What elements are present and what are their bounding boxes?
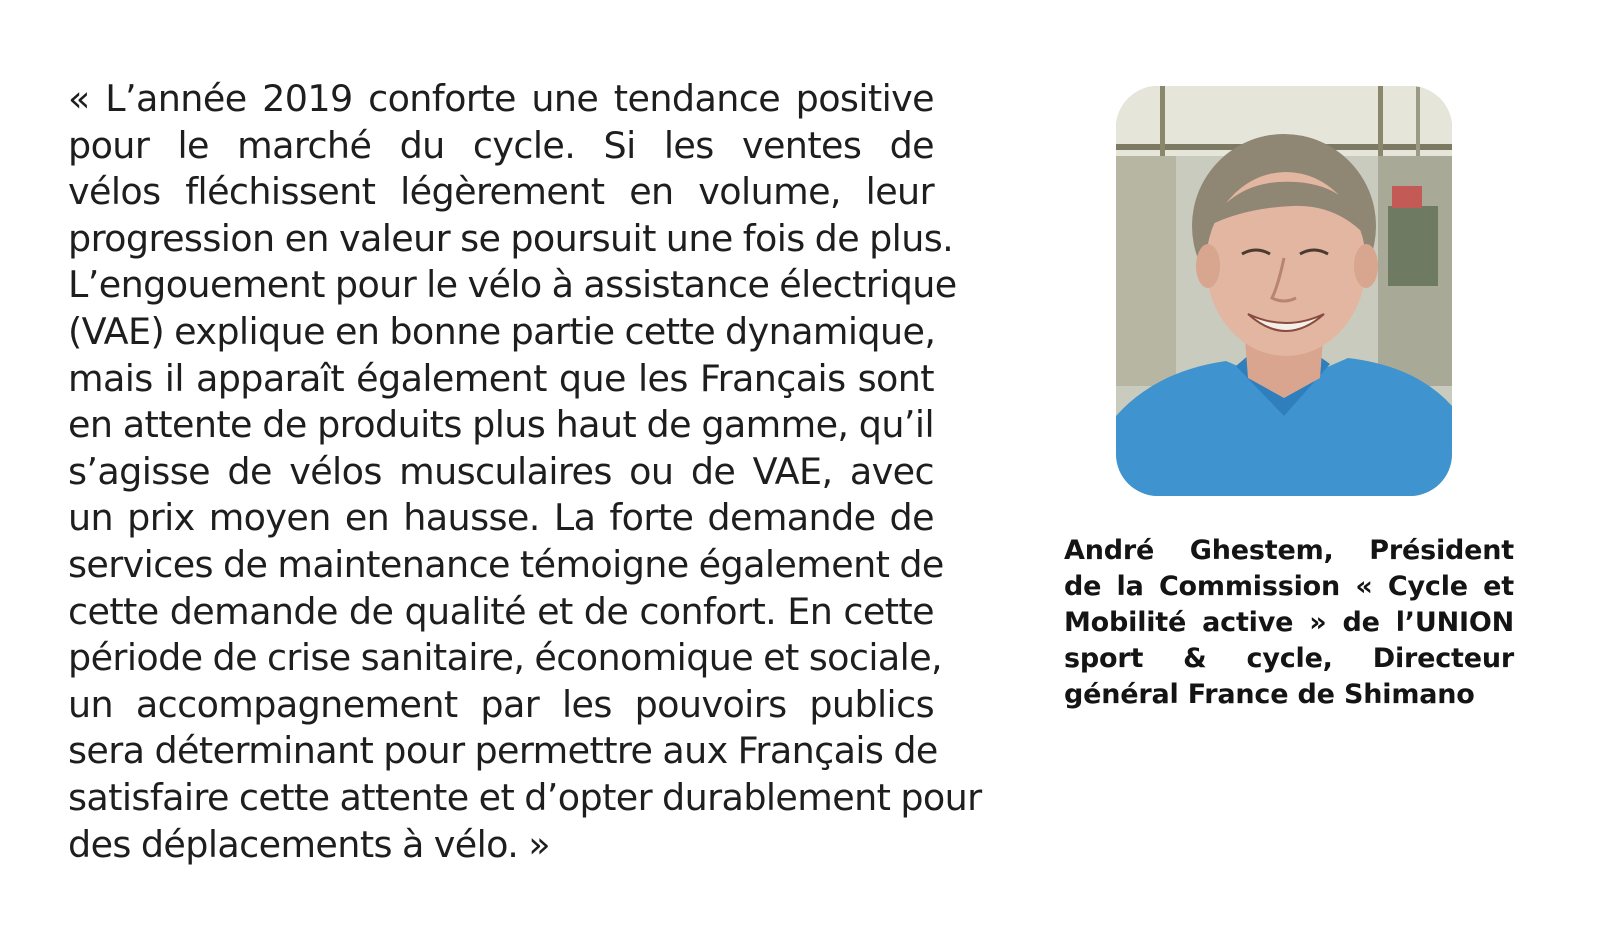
caption-line: général France de Shimano	[1064, 679, 1475, 710]
quote-line: satisfaire cette attente et d’opter durablement pour	[68, 775, 982, 819]
quote-line: vélos fléchissent légèrement en volume, leur	[68, 170, 934, 214]
quote-line: (VAE) explique en bonne partie cette dynamique,	[68, 309, 936, 353]
portrait-caption	[1064, 533, 1514, 713]
quote-line: services de maintenance témoigne également de	[68, 542, 944, 586]
quote-line: cette demande de qualité et de confort. En cette	[68, 589, 934, 633]
quote-line: progression en valeur se poursuit une fois de plus.	[68, 216, 954, 260]
caption-line: de la Commission « Cycle et	[1064, 571, 1514, 602]
quote-line: s’agisse de vélos musculaires ou de VAE, avec	[68, 449, 934, 493]
caption-line: André Ghestem, Président	[1064, 535, 1514, 566]
caption-line: sport & cycle, Directeur	[1064, 643, 1514, 674]
ear	[1354, 244, 1378, 288]
quote-line: des déplacements à vélo. »	[68, 822, 550, 866]
caption-line: Mobilité active » de l’UNION	[1064, 607, 1514, 638]
quote-line: un accompagnement par les pouvoirs publics	[68, 682, 934, 726]
quote-line: « L’année 2019 conforte une tendance positive	[68, 77, 934, 120]
quote-line: sera déterminant pour permettre aux Français de	[68, 729, 938, 773]
portrait-illustration	[1116, 86, 1452, 496]
quote-line: un prix moyen en hausse. La forte demande de	[68, 496, 934, 540]
portrait-photo	[1116, 86, 1452, 496]
plant	[1388, 206, 1438, 286]
quote-line: mais il apparaît également que les Français sont	[68, 356, 934, 400]
quote-block	[68, 76, 982, 868]
ear	[1196, 244, 1220, 288]
wall-left	[1116, 156, 1176, 386]
quote-line: pour le marché du cycle. Si les ventes de	[68, 123, 934, 167]
flag	[1392, 186, 1422, 208]
quote-line: L’engouement pour le vélo à assistance électrique	[68, 263, 957, 307]
quote-line: période de crise sanitaire, économique et sociale,	[68, 636, 943, 680]
quote-line: en attente de produits plus haut de gamme, qu’il	[68, 403, 934, 447]
